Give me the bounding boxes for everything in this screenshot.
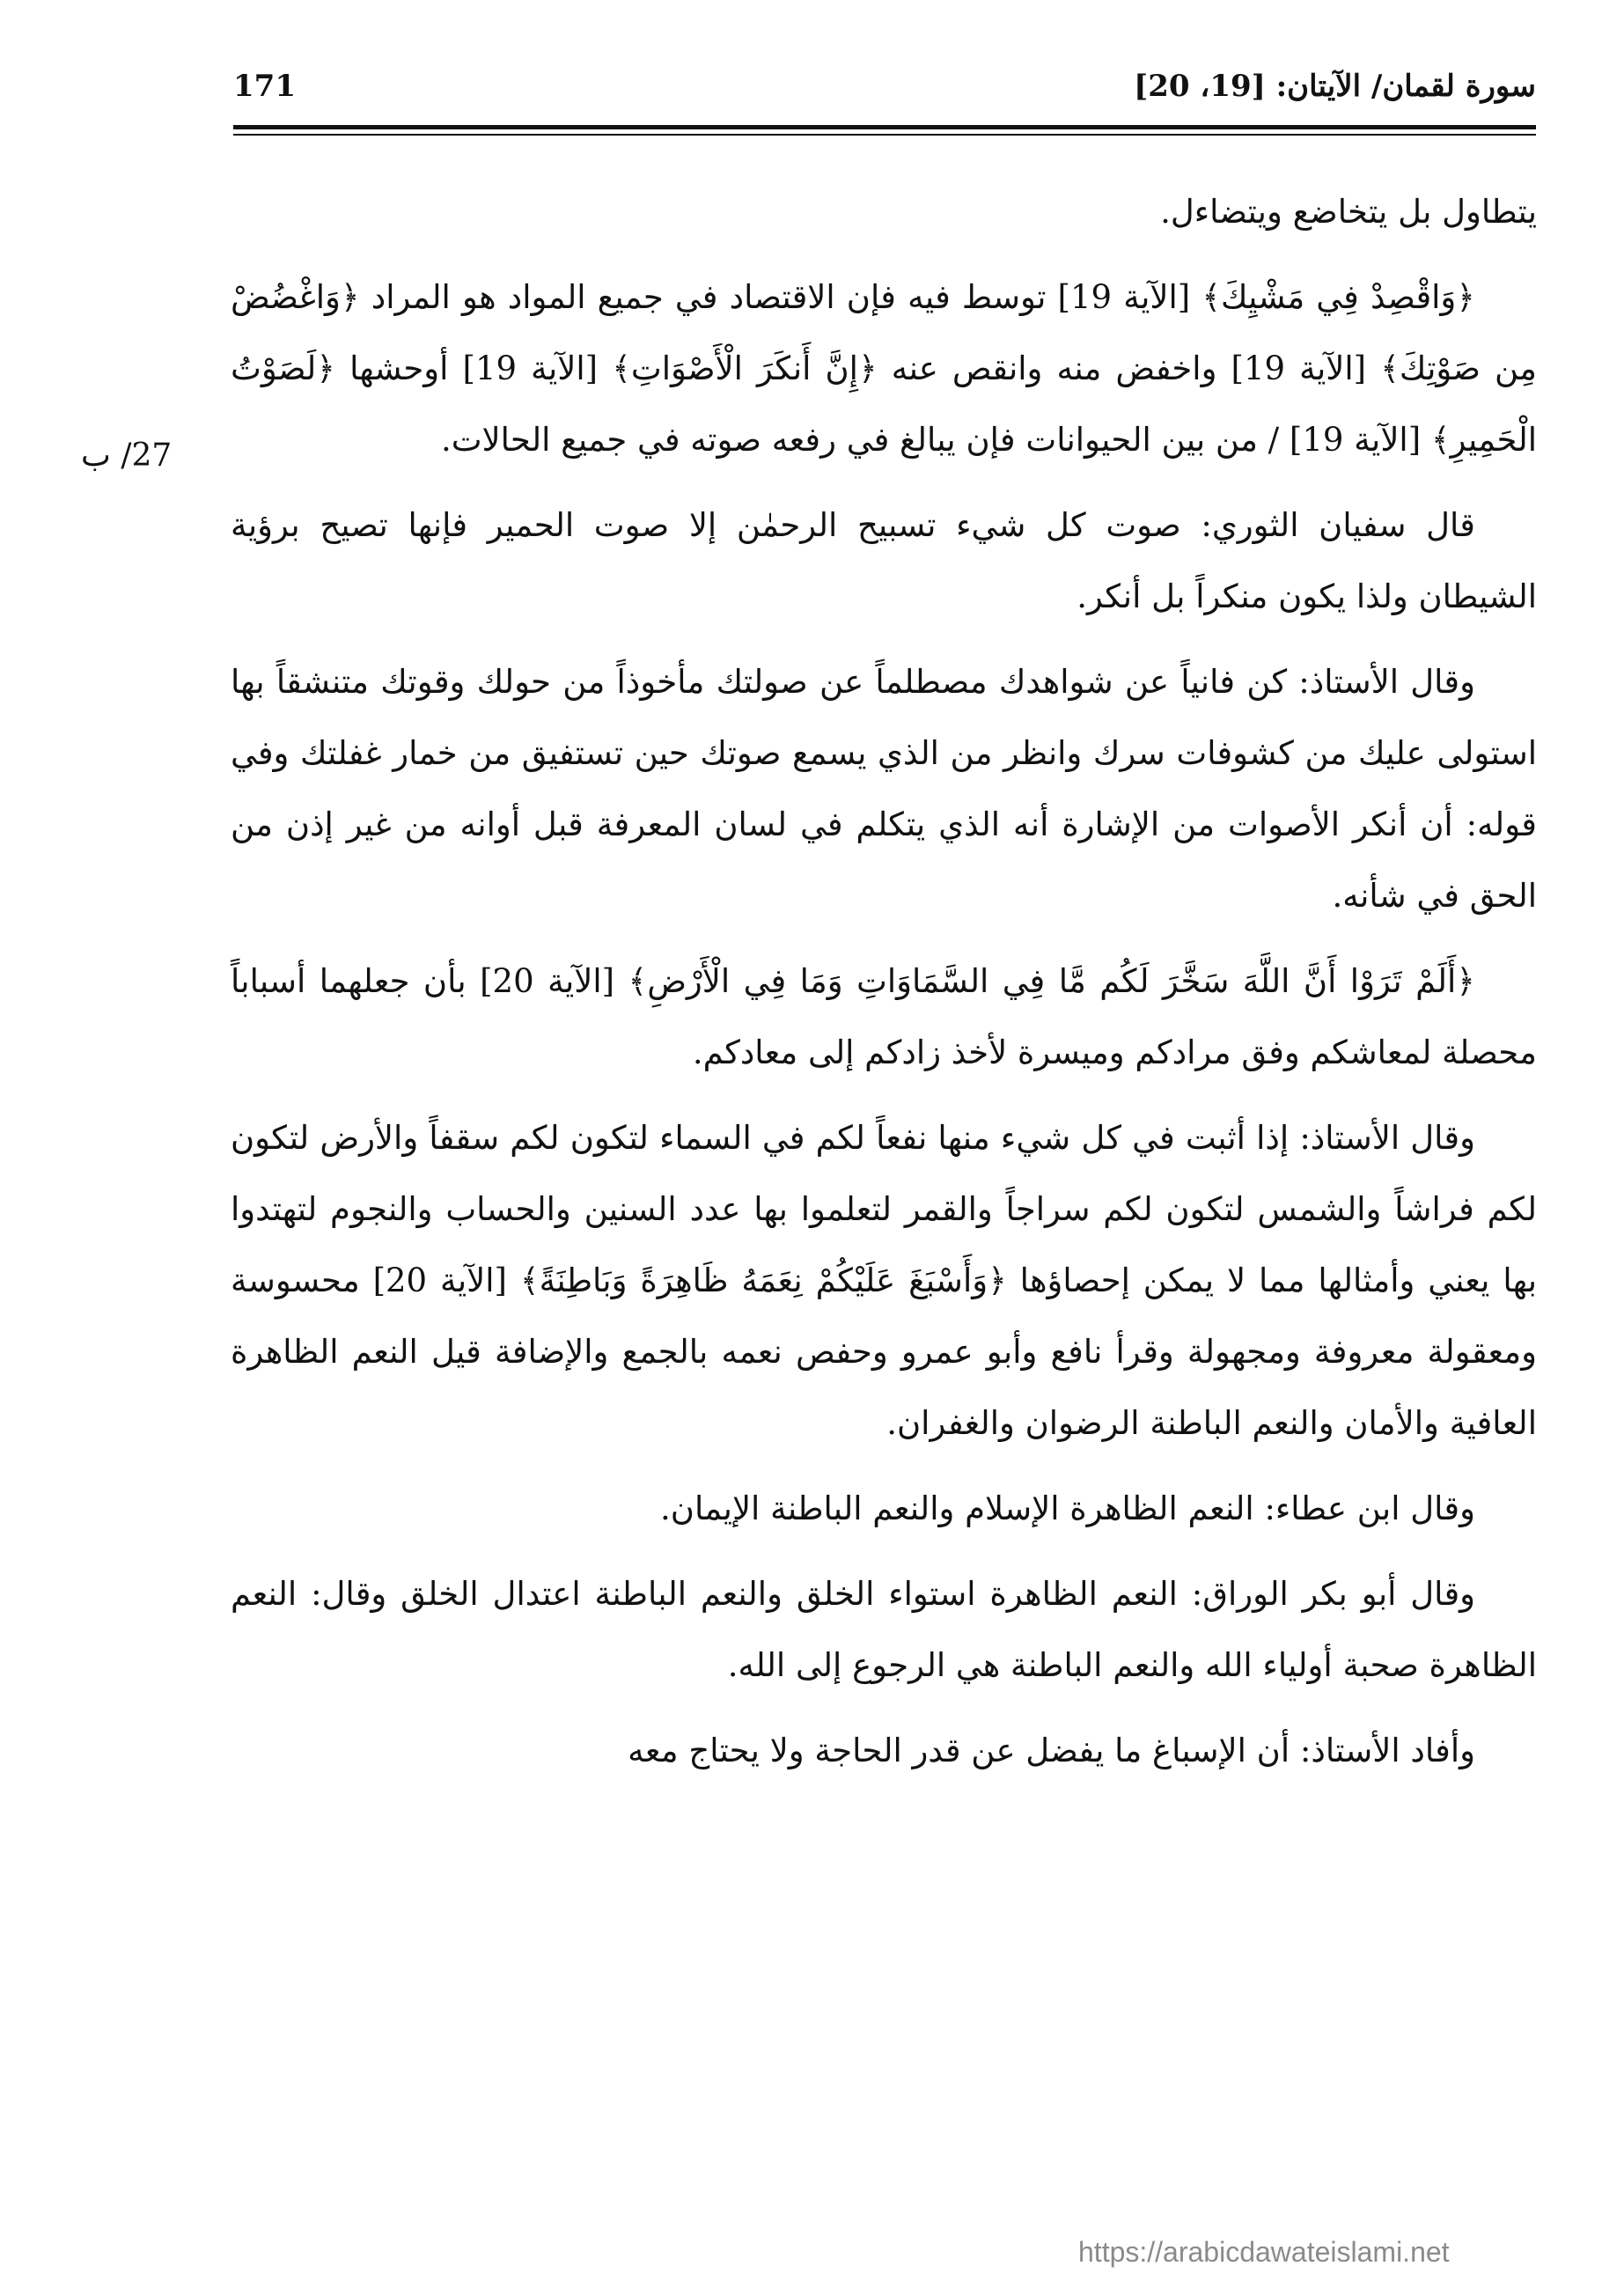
paragraph: قال سفيان الثوري: صوت كل شيء تسبيح الرحمٰن إلا صوت الحمير فإنها تصيح برؤية الشيطان ولذا يكون منكراً بل أنكر. — [231, 506, 1537, 615]
header-rule-thin — [233, 134, 1536, 136]
running-title: سورة لقمان/ الآيتان: [19، 20] — [1134, 69, 1536, 104]
paragraph: وأفاد الأستاذ: أن الإسباغ ما يفضل عن قدر الحاجة ولا يحتاج معه — [628, 1732, 1475, 1769]
page-body — [231, 176, 1537, 1800]
paragraph: وقال ابن عطاء: النعم الظاهرة الإسلام والنعم الباطنة الإيمان. — [660, 1490, 1475, 1527]
paragraph: وقال الأستاذ: إذا أثبت في كل شيء منها نفعاً لكم في السماء لتكون لكم سقفاً والأرض لتكون لكم فراشاً والشمس لتكون لكم سراجاً والقمر لتعلموا بها عدد السنين والحساب والنجوم لتهتدوا بها يعني وأمثالها مما لا يمكن إحصاؤها ﴿وَأَسْبَغَ عَلَيْكُمْ نِعَمَهُ ظَاهِرَةً وَبَاطِنَةً﴾ [الآية 20] محسوسة ومعقولة معروفة ومجهولة وقرأ نافع وأبو عمرو وحفص نعمه بالجمع والإضافة قيل النعم الظاهرة العافية والأمان والنعم الباطنة الرضوان والغفران. — [231, 1119, 1537, 1442]
page-number: 171 — [233, 69, 296, 104]
paragraph: ﴿أَلَمْ تَرَوْا أَنَّ اللَّهَ سَخَّرَ لَكُم مَّا فِي السَّمَاوَاتِ وَمَا فِي الْأَرْضِ﴾ [الآية 20] بأن جعلهما أسباباً محصلة لمعاشكم وفق مرادكم وميسرة لأخذ زادكم إلى معادكم. — [231, 962, 1537, 1071]
paragraph: وقال أبو بكر الوراق: النعم الظاهرة استواء الخلق والنعم الباطنة اعتدال الخلق وقال: النعم الظاهرة صحبة أولياء الله والنعم الباطنة هي الرجوع إلى الله. — [231, 1575, 1537, 1684]
paragraph: يتطاول بل يتخاضع ويتضاءل. — [1160, 193, 1537, 231]
watermark-url: https://arabicdawateislami.net — [1078, 2236, 1450, 2268]
header-rule-thick — [233, 125, 1536, 129]
paragraph: وقال الأستاذ: كن فانياً عن شواهدك مصطلماً عن صولتك مأخوذاً من حولك وقوتك متنشقاً بها استولى عليك من كشوفات سرك وانظر من الذي يسمع صوتك حين تستفيق من خمار غفلتك وفي قوله: أن أنكر الأصوات من الإشارة أنه الذي يتكلم في لسان المعرفة قبل أوانه من غير إذن من الحق في شأنه. — [231, 663, 1537, 915]
paragraph: ﴿وَاقْصِدْ فِي مَشْيِكَ﴾ [الآية 19] توسط فيه فإن الاقتصاد في جميع المواد هو المراد ﴿وَاغْضُضْ مِن صَوْتِكَ﴾ [الآية 19] واخفض منه وانقص عنه ﴿إِنَّ أَنكَرَ الْأَصْوَاتِ﴾ [الآية 19] أوحشها ﴿لَصَوْتُ الْحَمِيرِ﴾ [الآية 19] / من بين الحيوانات فإن يبالغ في رفعه صوته في جميع الحالات. — [231, 278, 1537, 459]
margin-folio-note: 27/ ب — [81, 438, 173, 474]
page-header — [233, 69, 1536, 121]
